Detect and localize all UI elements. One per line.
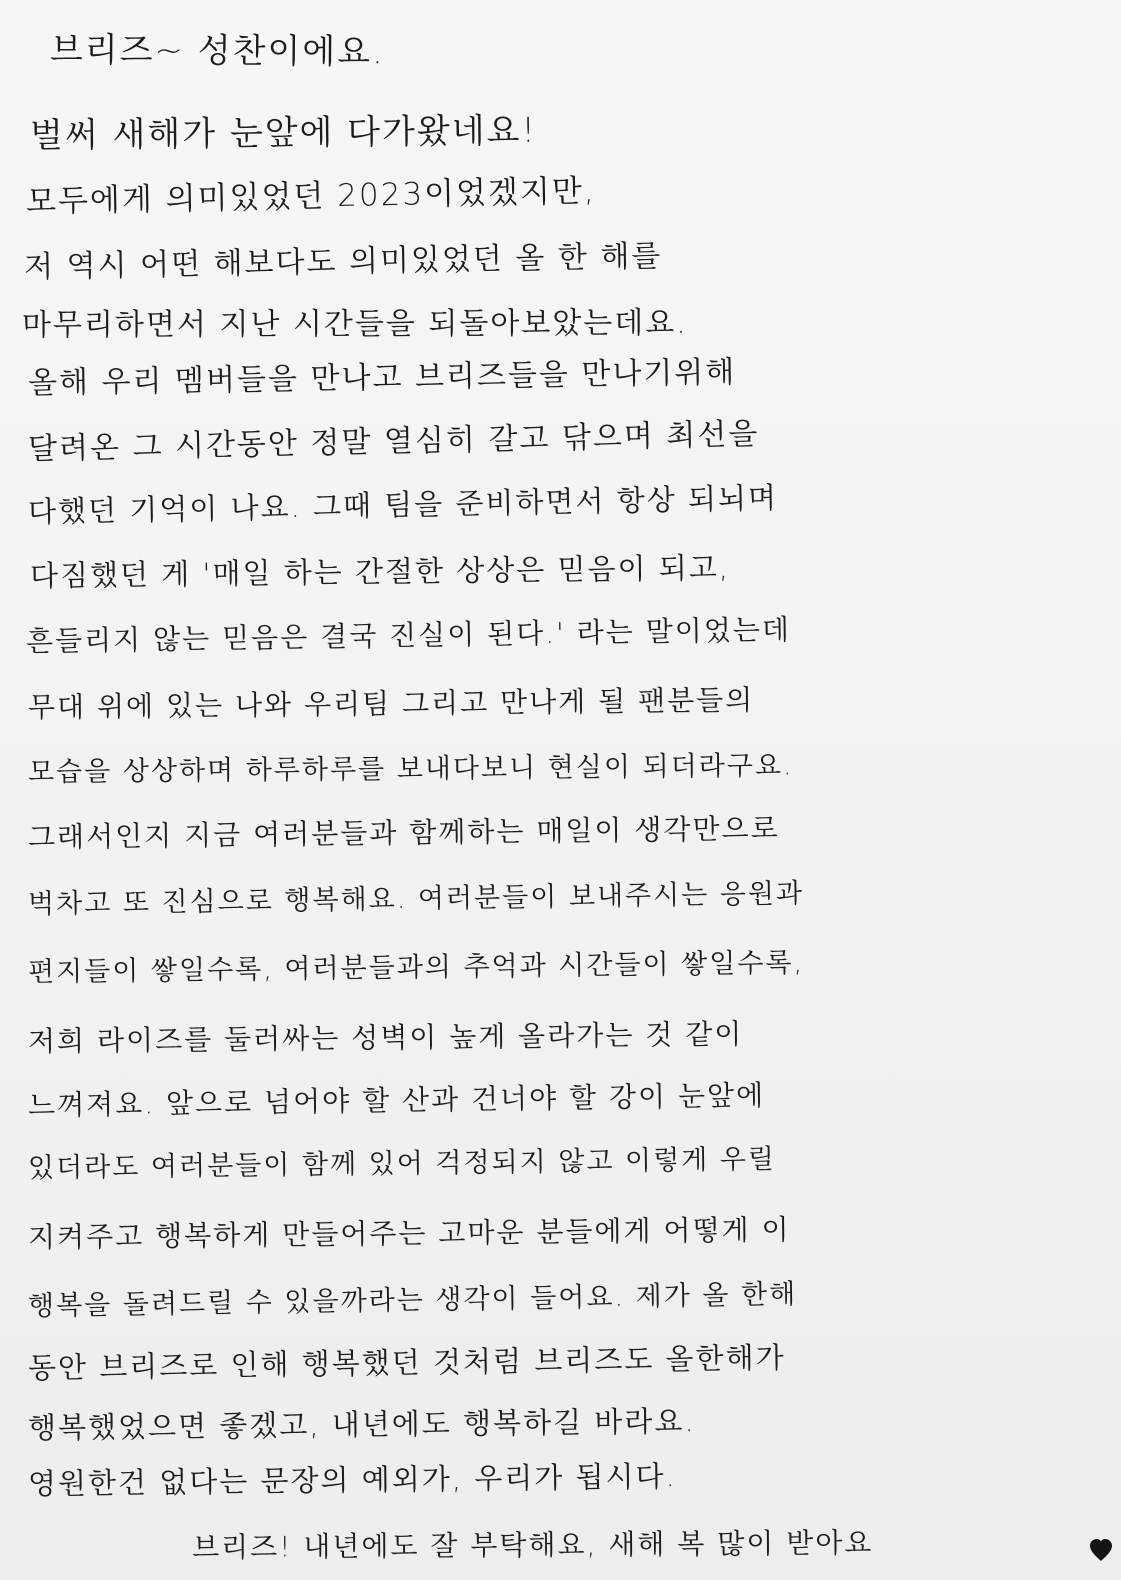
letter-line: 지켜주고 행복하게 만들어주는 고마운 분들에게 어떻게 이 (27, 1213, 791, 1254)
letter-line: 느껴져요. 앞으로 넘어야 할 산과 건너야 할 강이 눈앞에 (27, 1078, 766, 1122)
letter-line: 모두에게 의미있었던 2023이었겠지만, (25, 173, 597, 220)
letter-line: 마무리하면서 지난 시간들을 되돌아보았는데요. (21, 305, 688, 343)
letter-line: 벅차고 또 진심으로 행복해요. 여러분들이 보내주시는 응원과 (27, 878, 805, 920)
letter-line: 올해 우리 멤버들을 만나고 브리즈들을 만나기위해 (27, 354, 737, 401)
letter-line: 저 역시 어떤 해보다도 의미있었던 올 한 해를 (23, 238, 663, 285)
letter-line: 모습을 상상하며 하루하루를 보내다보니 현실이 되더라구요. (27, 750, 794, 788)
letter-line: 그래서인지 지금 여러분들과 함께하는 매일이 생각만으로 (27, 811, 780, 854)
letter-line: 다했던 기억이 나요. 그때 팀을 준비하면서 항상 되뇌며 (27, 480, 779, 529)
letter-line: 동안 브리즈로 인해 행복했던 것처럼 브리즈도 올한해가 (27, 1340, 786, 1385)
letter-line: 무대 위에 있는 나와 우리팀 그리고 만나게 될 팬분들의 (27, 683, 755, 724)
letter-greeting: 브리즈~ 성찬이에요. (49, 30, 385, 73)
letter-line: 행복했었으면 좋겠고, 내년에도 행복하길 바라요. (27, 1404, 696, 1445)
letter-line: 있더라도 여러분들이 함께 있어 걱정되지 않고 이렇게 우릴 (27, 1143, 777, 1184)
letter-line: 저희 라이즈를 둘러싸는 성벽이 높게 올라가는 것 같이 (27, 1017, 744, 1058)
letter-line: 다짐했던 게 '매일 하는 간절한 상상은 믿음이 되고, (29, 550, 731, 593)
letter-line: 행복을 돌려드릴 수 있을까라는 생각이 들어요. 제가 올 한해 (27, 1278, 798, 1322)
letter-line: 영원한건 없다는 문장의 예외가, 우리가 됩시다. (27, 1459, 677, 1501)
letter-closing: 브리즈! 내년에도 잘 부탁해요, 새해 복 많이 받아요 (191, 1526, 874, 1564)
letter-line: 편지들이 쌓일수록, 여러분들과의 추억과 시간들이 쌓일수록, (27, 947, 805, 988)
heart-icon (1087, 1537, 1115, 1563)
letter-line: 달려온 그 시간동안 정말 열심히 갈고 닦으며 최선을 (27, 416, 760, 467)
letter-line: 흔들리지 않는 믿음은 결국 진실이 된다.' 라는 말이었는데 (25, 612, 792, 658)
letter-line: 벌써 새해가 눈앞에 다가왔네요! (29, 110, 538, 156)
